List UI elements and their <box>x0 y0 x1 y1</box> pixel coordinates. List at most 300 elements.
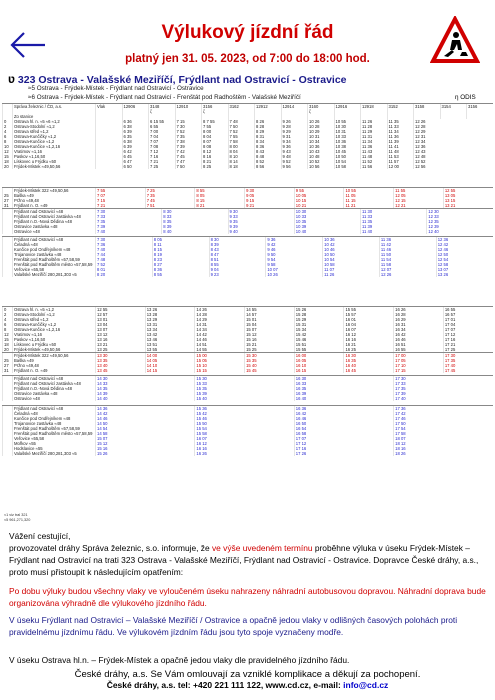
time-cell: 3160 <box>308 104 335 110</box>
km-cell: 4 <box>3 317 13 322</box>
time-cell: 14 00 <box>145 353 195 359</box>
station-cell: Pržno ≈49,48 <box>13 363 96 368</box>
time-cell: 17 15 <box>394 368 444 373</box>
time-cell: 9 23 <box>209 272 266 277</box>
time-cell: ζ <box>202 109 229 114</box>
time-cell: 11 07 <box>323 267 380 272</box>
route-name: Ostrava - Valašské Meziříčí, Frýdlant nad Ostravicí - Ostravice <box>38 74 347 86</box>
time-cell: 15 33 <box>195 381 294 386</box>
time-cell: 7 52 <box>96 262 153 267</box>
time-cell: 17 30 <box>443 353 493 359</box>
time-cell: 8 04 <box>228 149 255 154</box>
time-cell: 8 39 <box>162 224 228 229</box>
km-cell: 27 <box>3 198 13 203</box>
time-cell <box>467 114 494 119</box>
time-cell: 10 38 <box>334 144 361 149</box>
station-cell: Kunčice pod Ondřejníkem ≈48 <box>13 416 96 421</box>
route-icon: ʋ <box>8 72 15 86</box>
validity-note: platný jen 31. 05. 2023, od 7:00 do 18:00 hod. <box>125 53 370 65</box>
time-cell: 8 16 <box>202 154 229 159</box>
time-cell: 11 26 <box>361 119 388 124</box>
time-cell: 13 12 <box>96 332 146 337</box>
time-cell: 14 26 <box>195 307 245 313</box>
time-cell: 9 55 <box>294 188 344 194</box>
time-cell: 7 39 <box>175 144 202 149</box>
time-cell: 11 55 <box>394 188 444 194</box>
time-cell <box>96 164 123 169</box>
km-cell: 0 <box>3 119 13 124</box>
time-cell: 6 39 <box>122 129 149 134</box>
time-cell: 8 39 <box>209 242 266 247</box>
time-cell: 12 58 <box>436 262 493 267</box>
time-cell: 16 25 <box>344 347 394 352</box>
notice-intro: provozovatel dráhy Správa železnic, s.o. informuje, že <box>9 543 210 553</box>
time-cell: 15 16 <box>96 446 195 451</box>
time-cell: 14 15 <box>145 368 195 373</box>
time-cell: 10 15 <box>294 198 344 203</box>
time-cell: 10 31 <box>334 129 361 134</box>
table-row <box>3 164 494 169</box>
time-cell: 7 48 <box>228 119 255 124</box>
time-cell: 11 35 <box>361 219 427 224</box>
time-cell: 6 42 <box>122 149 149 154</box>
time-cell: 10 05 <box>294 193 344 198</box>
time-cell: 8 00 <box>202 129 229 134</box>
time-cell: 16 51 <box>394 342 444 347</box>
station-cell: Pržno ≈49,48 <box>13 198 96 203</box>
time-cell: 17 12 <box>443 332 493 337</box>
station-cell: Frýdlant n. O. ≈49 <box>13 368 96 373</box>
station-cell: Kunčice pod Ondřejníkem ≈48 <box>13 247 96 252</box>
notice-details: proběhne výluka v úseku Frýdek-Místek – Frýdlant nad Ostravicí na trati 323 Ostrava - Valašské Meziříčí, Frýdlant nad Ostravicí - Ostravice. Dopravce České dráhy, a.s., proto musí přistoupit k následujícím opatřením: <box>9 543 479 577</box>
timetable-block-7 <box>2 375 493 401</box>
station-cell: Frenštát pod Radhoštěm ≈57,58,59 <box>13 257 96 262</box>
time-cell: 6 39 <box>122 144 149 149</box>
time-cell: 7 45 <box>145 198 195 203</box>
time-cell: 8 40 <box>162 229 228 234</box>
time-cell: 8 10 <box>228 154 255 159</box>
time-cell: 13 16 <box>96 337 146 342</box>
station-cell: Baška ≈49 <box>13 193 96 198</box>
time-cell: 13 26 <box>436 272 493 277</box>
time-cell: 6 55 <box>149 124 176 129</box>
time-cell: 14 54 <box>96 426 195 431</box>
time-cell: 9 34 <box>281 139 308 144</box>
km-cell: 8 <box>3 139 13 144</box>
time-cell: 14 50 <box>96 421 195 426</box>
time-cell: 8 27 <box>152 262 209 267</box>
time-cell: 12 52 <box>414 159 441 164</box>
time-cell: 11 48 <box>387 149 414 154</box>
station-cell: Ostravice ≈48 <box>13 229 96 234</box>
time-cell: 9 15 <box>245 198 295 203</box>
time-cell: 18 16 <box>394 446 493 451</box>
km-cell: 12 <box>3 332 13 337</box>
time-cell: 16 28 <box>394 312 444 317</box>
time-cell: 7 55 <box>228 134 255 139</box>
time-cell: 15 34 <box>294 327 344 332</box>
time-cell: 17 40 <box>443 363 493 368</box>
time-cell: 11 36 <box>379 237 436 243</box>
time-cell: 8 30 <box>162 209 228 215</box>
time-cell: 14 42 <box>96 411 195 416</box>
time-cell: 11 57 <box>387 159 414 164</box>
time-cell: 16 58 <box>294 431 393 436</box>
time-cell: 14 58 <box>96 431 195 436</box>
time-cell: 14 33 <box>96 381 195 386</box>
time-cell: 15 55 <box>294 347 344 352</box>
time-cell: 14 29 <box>195 317 245 322</box>
time-cell: 15 50 <box>195 421 294 426</box>
time-cell: 15 55 <box>344 307 394 313</box>
time-cell: 13 35 <box>96 358 146 363</box>
timetable-table <box>2 352 493 373</box>
time-cell: 13 04 <box>96 322 146 327</box>
km-cell: 25 <box>3 358 13 363</box>
time-cell: 7 33 <box>96 214 162 219</box>
notice-paragraph-2: Po dobu výluky budou všechny vlaky ve vyloučeném úseku nahrazeny náhradní autobusovou dopravou. Náhradní doprava bude organizována výhradně dle výlukového jízdního řádu. <box>9 586 486 608</box>
timetable-table <box>2 306 493 352</box>
station-cell: Lískovec u Frýdku ≈50 <box>13 159 96 164</box>
time-cell: 17 10 <box>394 363 444 368</box>
time-cell: 14 28 <box>195 312 245 317</box>
time-cell: 11 30 <box>361 209 427 215</box>
contact-email-link[interactable]: info@cd.cz <box>343 680 389 690</box>
time-cell: 15 15 <box>195 368 245 373</box>
time-cell: 9 50 <box>266 252 323 257</box>
contact-line: České dráhy, a.s. tel: +420 221 111 122, www.cd.cz, e-mail: <box>106 680 344 690</box>
km-cell <box>3 396 13 401</box>
time-cell: 17 58 <box>394 431 493 436</box>
station-cell: Lískovec u Frýdku ≈50 <box>13 342 96 347</box>
time-cell: 16 40 <box>294 396 393 401</box>
time-cell: 10 36 <box>323 237 380 243</box>
time-cell: 17 35 <box>443 358 493 363</box>
time-cell: 16 16 <box>195 446 294 451</box>
time-cell: 16 21 <box>344 342 394 347</box>
time-cell: 8 15 <box>195 198 245 203</box>
time-cell: 12 21 <box>394 203 444 208</box>
time-cell: 17 30 <box>394 376 493 382</box>
time-cell: 9 33 <box>228 214 294 219</box>
time-cell: 17 21 <box>443 342 493 347</box>
time-cell: 15 16 <box>245 337 295 342</box>
station-cell: Ostrava střed ≈1,2 <box>13 317 96 322</box>
time-cell: 12 26 <box>414 119 441 124</box>
time-cell: 10 39 <box>294 224 360 229</box>
time-cell: 11 50 <box>379 252 436 257</box>
time-cell: 8 25 <box>202 164 229 169</box>
time-cell: 14 39 <box>96 391 195 396</box>
time-cell: 17 36 <box>394 406 493 412</box>
time-cell: 6 35 <box>122 134 149 139</box>
timetable-table <box>2 208 493 234</box>
station-cell: Ostrava-Stodolní ≈1,2 <box>13 124 96 129</box>
time-cell: 12 50 <box>436 252 493 257</box>
timetable-block-6 <box>2 352 493 373</box>
time-cell: 7 45 <box>175 154 202 159</box>
time-cell: 15 25 <box>245 347 295 352</box>
station-cell: Čeladná ≈48 <box>13 411 96 416</box>
timetable-table <box>2 375 493 401</box>
time-cell: 7 55 <box>202 124 229 129</box>
km-cell: 0 <box>3 307 13 313</box>
station-cell: Ostravice zastávka ≈48 <box>13 224 96 229</box>
time-cell: 7 25 <box>149 164 176 169</box>
time-cell: 6 50 <box>122 164 149 169</box>
time-cell: 11 29 <box>361 129 388 134</box>
time-cell: 7 48 <box>96 257 153 262</box>
time-cell: 11 34 <box>361 139 388 144</box>
time-cell: 7 30 <box>96 209 162 215</box>
station-cell: Valašské Meziříčí 280,281,303 ≈5 <box>13 272 96 277</box>
time-cell: 14 55 <box>245 307 295 313</box>
time-cell: 12 28 <box>414 124 441 129</box>
time-cell: 8 07 <box>202 139 229 144</box>
time-cell: 17 40 <box>394 396 493 401</box>
time-cell: 11 54 <box>379 257 436 262</box>
time-cell: 13 55 <box>145 347 195 352</box>
time-cell: 10 50 <box>334 154 361 159</box>
time-cell: 7 40 <box>96 247 153 252</box>
time-cell: 10 48 <box>308 154 335 159</box>
km-cell: 27 <box>3 363 13 368</box>
time-cell: 18 26 <box>394 451 493 456</box>
time-cell: 11 41 <box>387 144 414 149</box>
time-cell: 10 43 <box>308 149 335 154</box>
station-cell: Ostrava-Stodolní ≈1,2 <box>13 312 96 317</box>
time-cell: 10 45 <box>334 149 361 154</box>
time-cell: 6 45 <box>122 154 149 159</box>
time-cell: 15 12 <box>96 441 195 446</box>
time-cell: 10 07 <box>266 267 323 272</box>
odis-label: ƞ ODIS <box>455 94 476 101</box>
time-cell: 11 33 <box>387 124 414 129</box>
station-cell: Frýdek-Místek ≈49,50,56 <box>13 347 96 352</box>
station-cell: Frýdlant n. O. ≈49 <box>13 203 96 208</box>
time-cell: 16 36 <box>294 406 393 412</box>
time-cell: 14 42 <box>195 332 245 337</box>
sub-route-5: ≈5 Ostrava - Frýdek-Místek - Frýdlant nad Ostravicí - Ostravice <box>28 85 204 92</box>
time-cell: 8 11 <box>152 242 209 247</box>
time-cell: 14 55 <box>195 347 245 352</box>
time-cell: 9 36 <box>281 144 308 149</box>
time-cell: 16 05 <box>294 358 344 363</box>
time-cell: 7 35 <box>96 219 162 224</box>
time-cell: 10 54 <box>323 257 380 262</box>
time-cell: 12 43 <box>414 149 441 154</box>
time-cell: 15 00 <box>195 353 245 359</box>
time-cell: 7 08 <box>149 144 176 149</box>
time-cell: 16 00 <box>294 353 344 359</box>
time-cell: 10 40 <box>294 229 360 234</box>
station-cell: Trojanovice zastávka ≈48 <box>13 252 96 257</box>
station-cell: Čeladná ≈48 <box>13 242 96 247</box>
time-cell: 9 58 <box>266 262 323 267</box>
time-cell: 12 15 <box>394 198 444 203</box>
km-cell: 18 <box>3 159 13 164</box>
km-cell: 20 <box>3 164 13 169</box>
time-cell: 11 52 <box>361 159 388 164</box>
station-cell: Vratimov ≈1,16 <box>13 149 96 154</box>
time-cell: 16 54 <box>294 426 393 431</box>
station-cell: Trojanovice zastávka ≈48 <box>13 421 96 426</box>
time-cell: 7 35 <box>145 193 195 198</box>
time-cell: 9 54 <box>266 257 323 262</box>
time-cell: 17 35 <box>394 386 493 391</box>
time-cell: 12912 <box>255 104 282 110</box>
time-cell: 8 33 <box>162 214 228 219</box>
time-cell: 9 52 <box>281 159 308 164</box>
contact-block <box>0 669 495 690</box>
km-cell <box>3 229 13 234</box>
time-cell: 12 55 <box>443 188 493 194</box>
time-cell: 10 46 <box>323 247 380 252</box>
time-cell: 13 01 <box>96 317 146 322</box>
km-cell: 15 <box>3 337 13 342</box>
time-cell: 11 35 <box>387 119 414 124</box>
time-cell: 11 42 <box>379 242 436 247</box>
time-cell: 16 07 <box>195 436 294 441</box>
time-cell: 7 50 <box>228 124 255 129</box>
time-cell: 9 05 <box>245 193 295 198</box>
km-cell: 2 <box>3 124 13 129</box>
km-cell: 10 <box>3 144 13 149</box>
time-cell: 12 30 <box>427 209 493 215</box>
station-cell: Frýdlant nad Ostravicí zastávka ≈48 <box>13 214 96 219</box>
time-cell: 8 15 <box>152 247 209 252</box>
time-cell: 10 28 <box>308 124 335 129</box>
time-cell: 13 07 <box>436 267 493 272</box>
time-cell: 16 42 <box>294 411 393 416</box>
km-cell: 6 <box>3 134 13 139</box>
notice-paragraph-3: V úseku Frýdlant nad Ostravicí – Valašské Meziříčí / Ostravice a opačně jedou vlaky v odlišných časových polohách proti pravidelnému jízdnímu řádu. Ve výlukovém jízdním řádu jsou tyto spoje vyznačeny modře. <box>9 615 458 637</box>
time-cell: 16 33 <box>294 381 393 386</box>
time-cell: 14 51 <box>195 342 245 347</box>
time-cell: 11 36 <box>361 144 388 149</box>
time-cell: 15 42 <box>294 332 344 337</box>
time-cell: 16 30 <box>294 376 393 382</box>
time-cell: 7 55 <box>96 188 146 194</box>
time-cell: 8 30 <box>209 237 266 243</box>
time-cell: 3156 <box>202 104 229 110</box>
time-cell: 17 00 <box>394 353 444 359</box>
time-cell: 3156 <box>467 104 494 110</box>
time-cell: 13 21 <box>96 342 146 347</box>
time-cell: 12 35 <box>427 219 493 224</box>
time-cell: 10 33 <box>334 134 361 139</box>
time-cell: 8 08 <box>202 144 229 149</box>
time-cell: 16 26 <box>195 451 294 456</box>
time-cell: 7 50 <box>175 164 202 169</box>
time-cell: 11 40 <box>361 229 427 234</box>
time-cell: 3158 <box>414 104 441 110</box>
time-cell: 6 47 <box>122 159 149 164</box>
time-cell: 15 07 <box>96 436 195 441</box>
roadworks-sign-icon <box>430 16 480 66</box>
time-cell: 15 12 <box>245 332 295 337</box>
time-cell: 15 58 <box>195 431 294 436</box>
time-cell: 9 28 <box>281 124 308 129</box>
time-cell: 12 05 <box>394 193 444 198</box>
time-cell: 8 28 <box>255 124 282 129</box>
time-cell: 12914 <box>281 104 308 110</box>
time-cell: 8 47 <box>209 252 266 257</box>
time-cell: 10 55 <box>344 188 394 194</box>
time-cell: 13 45 <box>96 368 146 373</box>
time-cell: 9 30 <box>228 209 294 215</box>
table-row <box>3 229 494 234</box>
time-cell: 9 36 <box>266 237 323 243</box>
time-cell: 8 56 <box>255 164 282 169</box>
station-cell: Ostrava hl. n. ≈5 ≈6 ≈1,2 <box>13 119 96 124</box>
timetable-table <box>2 103 493 169</box>
time-cell: 7 07 <box>96 193 146 198</box>
table-row <box>3 368 494 373</box>
station-cell: Paskov ≈1,16,50 <box>13 154 96 159</box>
time-cell: 16 46 <box>394 337 444 342</box>
time-cell: 13 29 <box>145 317 195 322</box>
time-cell: 8 43 <box>255 149 282 154</box>
time-cell: 9 26 <box>281 119 308 124</box>
time-cell: 8 20 <box>96 272 153 277</box>
time-cell: 8 55 <box>195 188 245 194</box>
time-cell: 15 28 <box>294 312 344 317</box>
station-cell: Ostravice ≈48 <box>13 396 96 401</box>
time-cell: 9 31 <box>281 134 308 139</box>
time-cell: 11 34 <box>387 129 414 134</box>
time-cell: 16 39 <box>294 391 393 396</box>
time-cell: 7 36 <box>96 242 153 247</box>
time-cell: 13 30 <box>96 353 146 359</box>
time-cell: 10 30 <box>294 209 360 215</box>
time-cell: 17 16 <box>294 446 393 451</box>
time-cell: 11 33 <box>361 214 427 219</box>
time-cell: 12 34 <box>414 139 441 144</box>
time-cell: 17 33 <box>394 381 493 386</box>
time-cell: 17 45 <box>443 368 493 373</box>
timetable-block-3 <box>2 208 493 234</box>
station-cell: Frýdlant n.O.-Nová Dědina ≈48 <box>13 219 96 224</box>
time-cell: 8 00 <box>228 144 255 149</box>
km-cell: 4 <box>3 129 13 134</box>
station-cell: Veřovice ≈55,58 <box>13 436 96 441</box>
time-cell <box>440 114 467 119</box>
time-cell: 15 21 <box>245 342 295 347</box>
time-cell: 7 30 <box>175 124 202 129</box>
time-cell: 15 40 <box>245 363 295 368</box>
time-cell: 11 58 <box>379 262 436 267</box>
station-cell: Ostrava-Kunčice ≈1,2,16 <box>13 327 96 332</box>
time-cell: 15 42 <box>195 411 294 416</box>
time-cell: 8 35 <box>162 219 228 224</box>
time-cell: 7 39 <box>96 224 162 229</box>
time-cell: 7 58 <box>228 139 255 144</box>
timetable-block-1 <box>2 103 493 169</box>
time-cell: 12 40 <box>427 229 493 234</box>
station-cell: Správa železnic / ČD, a.s. <box>13 104 96 110</box>
time-cell: 8 36 <box>152 267 209 272</box>
time-cell: 7 40 <box>96 229 162 234</box>
table-row <box>3 451 494 456</box>
time-cell: Vlak <box>96 104 123 110</box>
time-cell: 9 40 <box>228 229 294 234</box>
time-cell: 12 36 <box>414 144 441 149</box>
time-cell: 11 36 <box>387 134 414 139</box>
time-cell: 14 57 <box>245 312 295 317</box>
km-cell: 31 <box>3 368 13 373</box>
time-cell: 12916 <box>334 104 361 110</box>
